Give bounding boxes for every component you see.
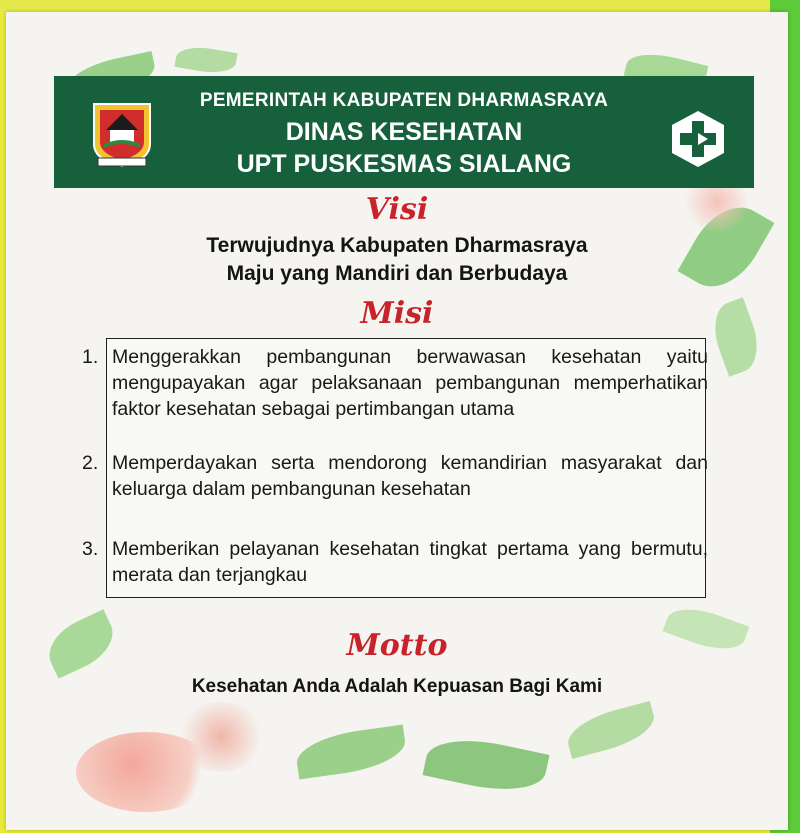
motto-title: Motto [346,628,448,663]
misi-item-text: Memperdayakan serta mendorong kemandirian masyarakat dan keluarga dalam pembangunan kesehatan [112,452,708,500]
visi-line-1: Terwujudnya Kabupaten Dharmasraya [206,234,588,257]
header-line-government: PEMERINTAH KABUPATEN DHARMASRAYA [199,90,609,111]
misi-item-number: 2. [82,452,99,474]
leaf-decoration [563,701,659,759]
misi-item-number: 1. [82,346,99,368]
leaf-decoration [294,725,408,780]
misi-item-text: Memberikan pelayanan kesehatan tingkat pertama yang bermutu, merata dan terjangkau [112,538,708,586]
leaf-decoration [174,43,237,77]
visi-line-2: Maju yang Mandiri dan Berbudaya [226,262,568,285]
leaf-decoration [423,730,550,800]
header-banner [54,76,754,188]
health-cross-icon [668,109,728,169]
motto-text: Kesehatan Anda Adalah Kepuasan Bagi Kami [191,676,603,697]
poster-banner [6,12,788,830]
flower-decoration [176,702,266,772]
header-line-puskesmas: UPT PUSKESMAS SIALANG [236,150,572,178]
misi-item-text: Menggerakkan pembangunan berwawasan kesehatan yaitu mengupayakan agar pelaksanaan pembangunan memperhatikan faktor kesehatan sebagai pertimbangan utama [112,346,708,420]
misi-title: Misi [360,296,434,331]
visi-title: Visi [365,192,429,227]
header-line-department: DINAS KESEHATAN [285,118,523,146]
misi-item-number: 3. [82,538,99,560]
